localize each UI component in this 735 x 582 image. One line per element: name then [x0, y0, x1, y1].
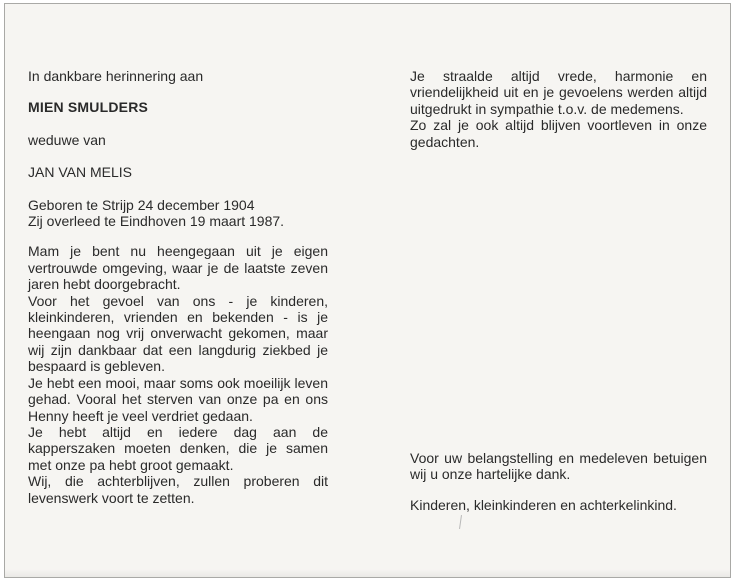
family-signature: Kinderen, kleinkinderen en achterkelinkind. — [410, 496, 677, 513]
left-column — [28, 68, 328, 506]
spouse-name: JAN VAN MELIS — [28, 164, 132, 181]
right-paragraph-2: Zo zal je ook altijd blijven voortleven in onze gedachten. — [410, 117, 707, 150]
pen-mark — [459, 515, 462, 529]
tribute-paragraph-5: Wij, die achterblijven, zullen proberen dit levenswerk voort te zetten. — [28, 473, 328, 506]
paper-shadow — [5, 569, 730, 577]
memorial-card — [4, 3, 731, 578]
right-column — [410, 68, 707, 150]
right-paragraph-1: Je straalde altijd vrede, harmonie en vriendelijkheid uit en je gevoelens werden altijd uitgedrukt in sympathie t.o.v. de medemens. — [410, 68, 707, 117]
deceased-name: MIEN SMULDERS — [28, 99, 149, 116]
tribute-paragraph-4: Je hebt altijd en iedere dag aan de kapperszaken moeten denken, die je samen met onze pa hebt groot gemaakt. — [28, 423, 328, 473]
birth-line: Geboren te Strijp 24 december 1904 — [28, 196, 255, 213]
thanks-block — [410, 450, 707, 513]
widow-of-line: weduwe van — [28, 131, 106, 148]
tribute-paragraph-1: Mam je bent nu heengegaan uit je eigen vertrouwde omgeving, waar je de laatste zeven jaren hebt doorgebracht. — [28, 243, 328, 293]
tribute-paragraph-3: Je hebt een mooi, maar soms ook moeilijk leven gehad. Vooral het sterven van onze pa en ons Henny heeft je veel verdriet gedaan. — [28, 374, 328, 424]
tribute-paragraph-2: Voor het gevoel van ons - je kinderen, kleinkinderen, vrienden en bekenden - is je heengaan nog vrij onverwacht gekomen, maar wij zijn dankbaar dat een langdurig ziekbed je bespaard is gebleven. — [28, 292, 328, 375]
intro-line: In dankbare herinnering aan — [28, 68, 204, 84]
death-line: Zij overleed te Eindhoven 19 maart 1987. — [28, 213, 285, 230]
thanks-text: Voor uw belangstelling en medeleven betuigen wij u onze hartelijke dank. — [410, 450, 707, 483]
